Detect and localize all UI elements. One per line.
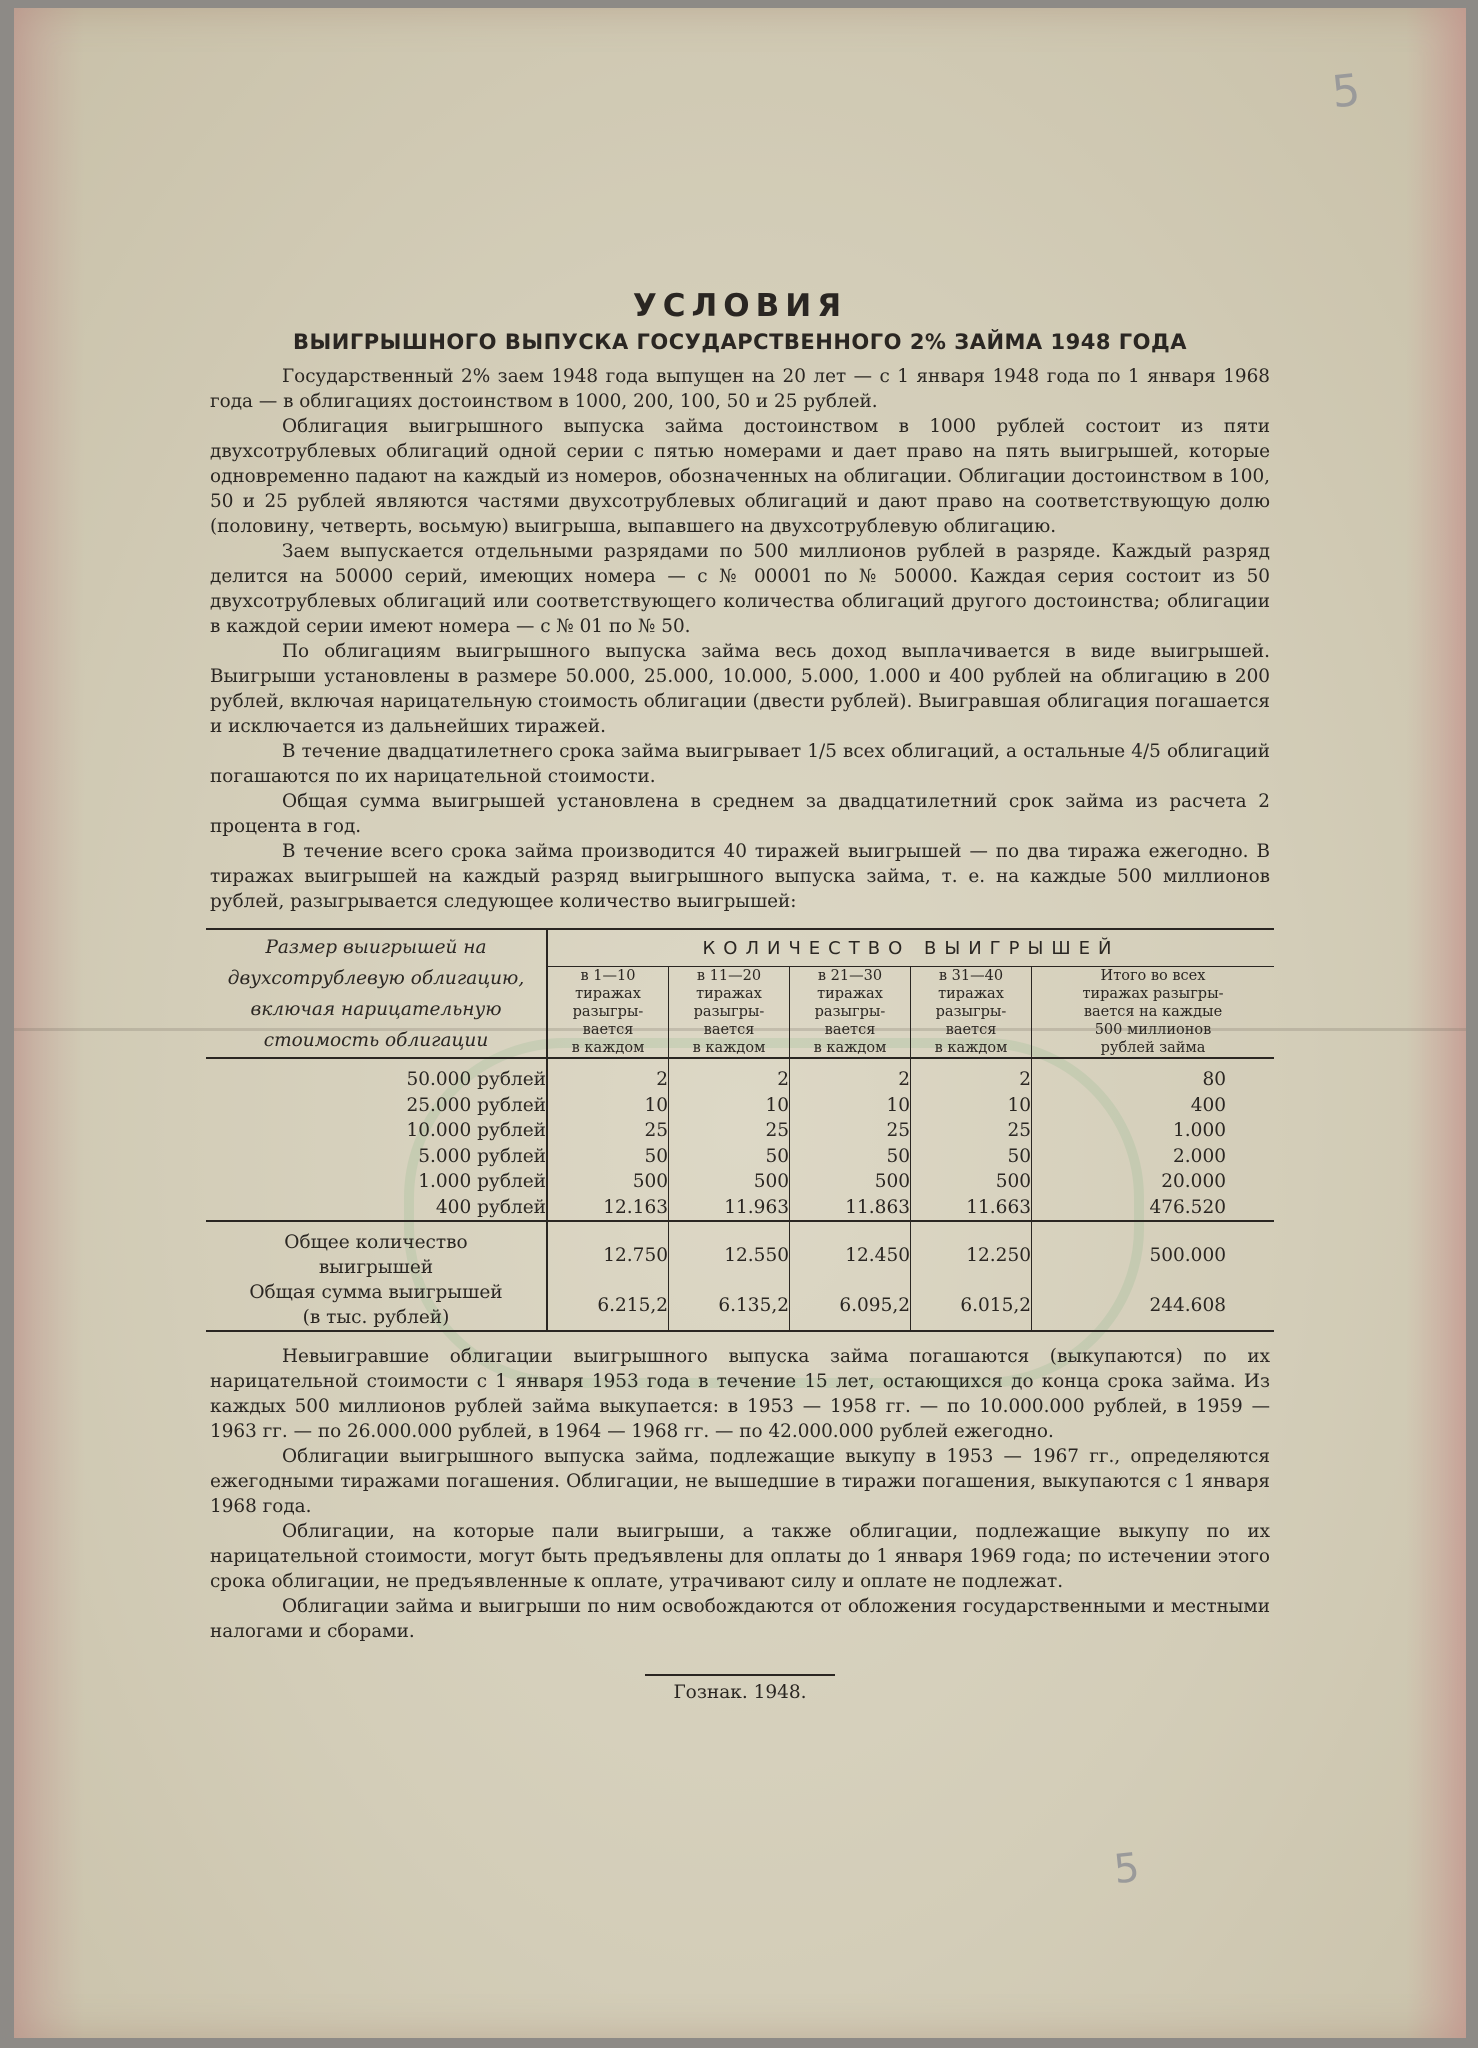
table-group-header: КОЛИЧЕСТВО ВЫИГРЫШЕЙ <box>547 929 1274 967</box>
cell: 244.608 <box>1149 1294 1226 1316</box>
table-row <box>206 1144 1274 1170</box>
col-header-line: разыгры- <box>814 1004 886 1020</box>
paragraphs-after <box>210 1344 1270 1644</box>
document-title: УСЛОВИЯ <box>632 288 848 324</box>
left-header-line: стоимость облигации <box>263 1029 489 1051</box>
paragraph: Государственный 2% заем 1948 года выпущен на 20 лет — с 1 января 1948 года по 1 января 1968 года — в облигациях достоинством в 1000, 200, 100, 50 и 25 рублей. <box>210 366 1270 412</box>
cell: 25 <box>547 1118 669 1144</box>
col-header-line: в 31—40 <box>938 968 1004 984</box>
col-header-line: вается <box>824 1022 876 1038</box>
cell: 25 <box>911 1118 1032 1144</box>
printer-imprint: Гознак. 1948. <box>673 1682 807 1703</box>
cell: 6.135,2 <box>669 1280 790 1331</box>
total-label <box>206 1230 547 1280</box>
cell: 6.215,2 <box>547 1280 669 1331</box>
cell: 6.015,2 <box>911 1280 1032 1331</box>
col-header-line: в каждом <box>813 1040 887 1056</box>
cell: 400 <box>1190 1094 1226 1116</box>
column-header-2 <box>669 967 790 1059</box>
col-header-line: вается <box>703 1022 755 1038</box>
table-total-row <box>206 1230 1274 1280</box>
col-header-line: разыгры- <box>572 1004 644 1020</box>
col-header-line: разыгры- <box>935 1004 1007 1020</box>
cell: 2.000 <box>1173 1145 1226 1167</box>
column-header-1 <box>547 967 669 1059</box>
left-header-line: Размер выигрышей на <box>265 936 487 958</box>
row-label: 1.000 рублей <box>206 1169 547 1195</box>
cell: 12.750 <box>547 1230 669 1280</box>
paragraph: Облигация выигрышного выпуска займа достоинством в 1000 рублей состоит из пяти двухсотрублевых облигаций одной серии с пятью номерами и дает право на пять выигрышей, которые одновременно падают на каждый из номеров, обозначенных на облигации. Облигации достоинством в 100, 50 и 25 рублей являются частями двухсотрублевых облигаций и дают право на соответствующую долю (половину, четверть, восьмую) выигрыша, выпавшего на двухсотрублевую облигацию. <box>210 416 1270 537</box>
total-label <box>206 1280 547 1331</box>
cell: 10 <box>911 1093 1032 1119</box>
prize-table <box>206 928 1274 1332</box>
cell: 11.663 <box>911 1195 1032 1222</box>
cell: 11.863 <box>790 1195 911 1222</box>
table-row <box>206 1118 1274 1144</box>
col-header-line: вается <box>582 1022 634 1038</box>
paper-stain-left <box>14 8 84 2038</box>
paragraph: В течение всего срока займа производится 40 тиражей выигрышей — по два тиража ежегодно. В тиражах выигрышей на каждый разряд выигрышного выпуска займа, т. е. на каждые 500 миллионов рублей, разыгрывается следующее количество выигрышей: <box>210 841 1270 912</box>
cell: 2 <box>669 1067 790 1093</box>
cell: 2 <box>911 1067 1032 1093</box>
total-label-line: Общее количество <box>284 1232 468 1253</box>
col-header-line: в каждом <box>571 1040 645 1056</box>
cell: 12.550 <box>669 1230 790 1280</box>
cell: 500 <box>547 1169 669 1195</box>
left-header-line: включая нарицательную <box>250 998 502 1020</box>
cell: 12.250 <box>911 1230 1032 1280</box>
table-row <box>206 1195 1274 1222</box>
document-body <box>210 288 1270 1703</box>
col-header-line: тиражах <box>938 986 1004 1002</box>
handwritten-mark-bottom: 5 <box>1111 1844 1142 1894</box>
col-header-line: вается <box>945 1022 997 1038</box>
document-subtitle: ВЫИГРЫШНОГО ВЫПУСКА ГОСУДАРСТВЕННОГО 2% ЗАЙМА 1948 ГОДА <box>293 330 1187 354</box>
total-label-line: (в тыс. рублей) <box>302 1307 450 1328</box>
cell: 10 <box>790 1093 911 1119</box>
table-left-header <box>206 929 547 1058</box>
col-header-line: в каждом <box>934 1040 1008 1056</box>
table-row <box>206 1169 1274 1195</box>
col-header-line: тиражах <box>575 986 641 1002</box>
cell: 12.163 <box>547 1195 669 1222</box>
col-header-line: тиражах <box>817 986 883 1002</box>
paper-stain-right <box>1406 8 1466 2038</box>
paragraph: Заем выпускается отдельными разрядами по 500 миллионов рублей в разряде. Каждый разряд делится на 50000 серий, имеющих номера — с № 00001 по № 50000. Каждая серия состоит из 50 двухсотрублевых облигаций или соответствующего количества облигаций другого достоинства; облигации в каждой серии имеют номера — с № 01 по № 50. <box>210 541 1270 637</box>
cell: 6.095,2 <box>790 1280 911 1331</box>
left-header-line: двухсотрублевую облигацию, <box>227 967 525 989</box>
cell: 25 <box>669 1118 790 1144</box>
cell: 50 <box>669 1144 790 1170</box>
cell: 80 <box>1202 1069 1226 1090</box>
cell: 500 <box>790 1169 911 1195</box>
column-header-3 <box>790 967 911 1059</box>
row-label: 5.000 рублей <box>206 1144 547 1170</box>
col-header-line: в каждом <box>692 1040 766 1056</box>
col-header-line: рублей займа <box>1100 1040 1206 1056</box>
cell: 500 <box>911 1169 1032 1195</box>
table-row <box>206 1058 1274 1067</box>
col-header-line: Итого во всех <box>1100 968 1206 984</box>
paragraph: Облигации займа и выигрыши по ним освобождаются от обложения государственными и местными налогами и сборами. <box>210 1596 1270 1642</box>
row-label: 400 рублей <box>206 1195 547 1222</box>
col-header-line: вается на каждые <box>1083 1004 1223 1020</box>
total-label-line: Общая сумма выигрышей <box>249 1282 503 1303</box>
cell: 50 <box>911 1144 1032 1170</box>
table-row <box>206 1093 1274 1119</box>
cell: 500.000 <box>1149 1244 1226 1266</box>
footer-divider <box>645 1674 835 1676</box>
table-total-row <box>206 1280 1274 1331</box>
cell: 476.520 <box>1149 1196 1226 1218</box>
row-label: 10.000 рублей <box>206 1118 547 1144</box>
cell: 20.000 <box>1161 1171 1226 1192</box>
column-header-4 <box>911 967 1032 1059</box>
col-header-line: тиражах <box>696 986 762 1002</box>
cell: 12.450 <box>790 1230 911 1280</box>
paragraph: Облигации, на которые пали выигрыши, а также облигации, подлежащие выкупу по их нарицательной стоимости, могут быть предъявлены для оплаты до 1 января 1969 года; по истечении этого срока облигации, не предъявленные к оплате, утрачивают силу и оплате не подлежат. <box>210 1521 1270 1592</box>
col-header-line: 500 миллионов <box>1094 1022 1212 1038</box>
paragraph: Общая сумма выигрышей установлена в среднем за двадцатилетний срок займа из расчета 2 процента в год. <box>210 791 1270 837</box>
col-header-line: в 21—30 <box>817 968 883 984</box>
paragraph: В течение двадцатилетнего срока займа выигрывает 1/5 всех облигаций, а остальные 4/5 облигаций погашаются по их нарицательной стоимости. <box>210 741 1270 787</box>
paragraph: Невыигравшие облигации выигрышного выпуска займа погашаются (выкупаются) по их нарицательной стоимости с 1 января 1953 года в течение 15 лет, остающихся до конца срока займа. Из каждых 500 миллионов рублей займа выкупается: в 1953 — 1958 гг. — по 10.000.000 рублей, в 1959 — 1963 гг. — по 26.000.000 рублей, в 1964 — 1968 гг. — по 42.000.000 рублей ежегодно. <box>210 1346 1270 1442</box>
row-label: 25.000 рублей <box>206 1093 547 1119</box>
cell: 2 <box>547 1067 669 1093</box>
bond-sheet <box>14 8 1466 2038</box>
cell: 50 <box>547 1144 669 1170</box>
cell: 10 <box>669 1093 790 1119</box>
cell: 10 <box>547 1093 669 1119</box>
cell: 50 <box>790 1144 911 1170</box>
table-row <box>206 1067 1274 1093</box>
cell: 25 <box>790 1118 911 1144</box>
col-header-line: в 1—10 <box>580 968 636 984</box>
paragraph: По облигациям выигрышного выпуска займа весь доход выплачивается в виде выигрышей. Выигрыши установлены в размере 50.000, 25.000, 10.000, 5.000, 1.000 и 400 рублей на облигацию в 200 рублей, включая нарицательную стоимость облигации (двести рублей). Выигравшая облигация погашается и исключается из дальнейших тиражей. <box>210 641 1270 737</box>
cell: 11.963 <box>669 1195 790 1222</box>
cell: 2 <box>790 1067 911 1093</box>
row-label: 50.000 рублей <box>206 1067 547 1093</box>
col-header-line: тиражах разыгры- <box>1082 986 1224 1002</box>
col-header-line: разыгры- <box>693 1004 765 1020</box>
col-header-line: в 11—20 <box>696 968 762 984</box>
cell: 500 <box>669 1169 790 1195</box>
column-header-total <box>1032 967 1275 1059</box>
paragraphs-before <box>210 364 1270 914</box>
cell: 1.000 <box>1173 1120 1226 1141</box>
handwritten-mark-top: 5 <box>1329 64 1363 119</box>
paragraph: Облигации выигрышного выпуска займа, подлежащие выкупу в 1953 — 1967 гг., определяются ежегодными тиражами погашения. Облигации, не вышедшие в тиражи погашения, выкупаются с 1 января 1968 года. <box>210 1446 1270 1517</box>
total-label-line: выигрышей <box>318 1257 434 1278</box>
